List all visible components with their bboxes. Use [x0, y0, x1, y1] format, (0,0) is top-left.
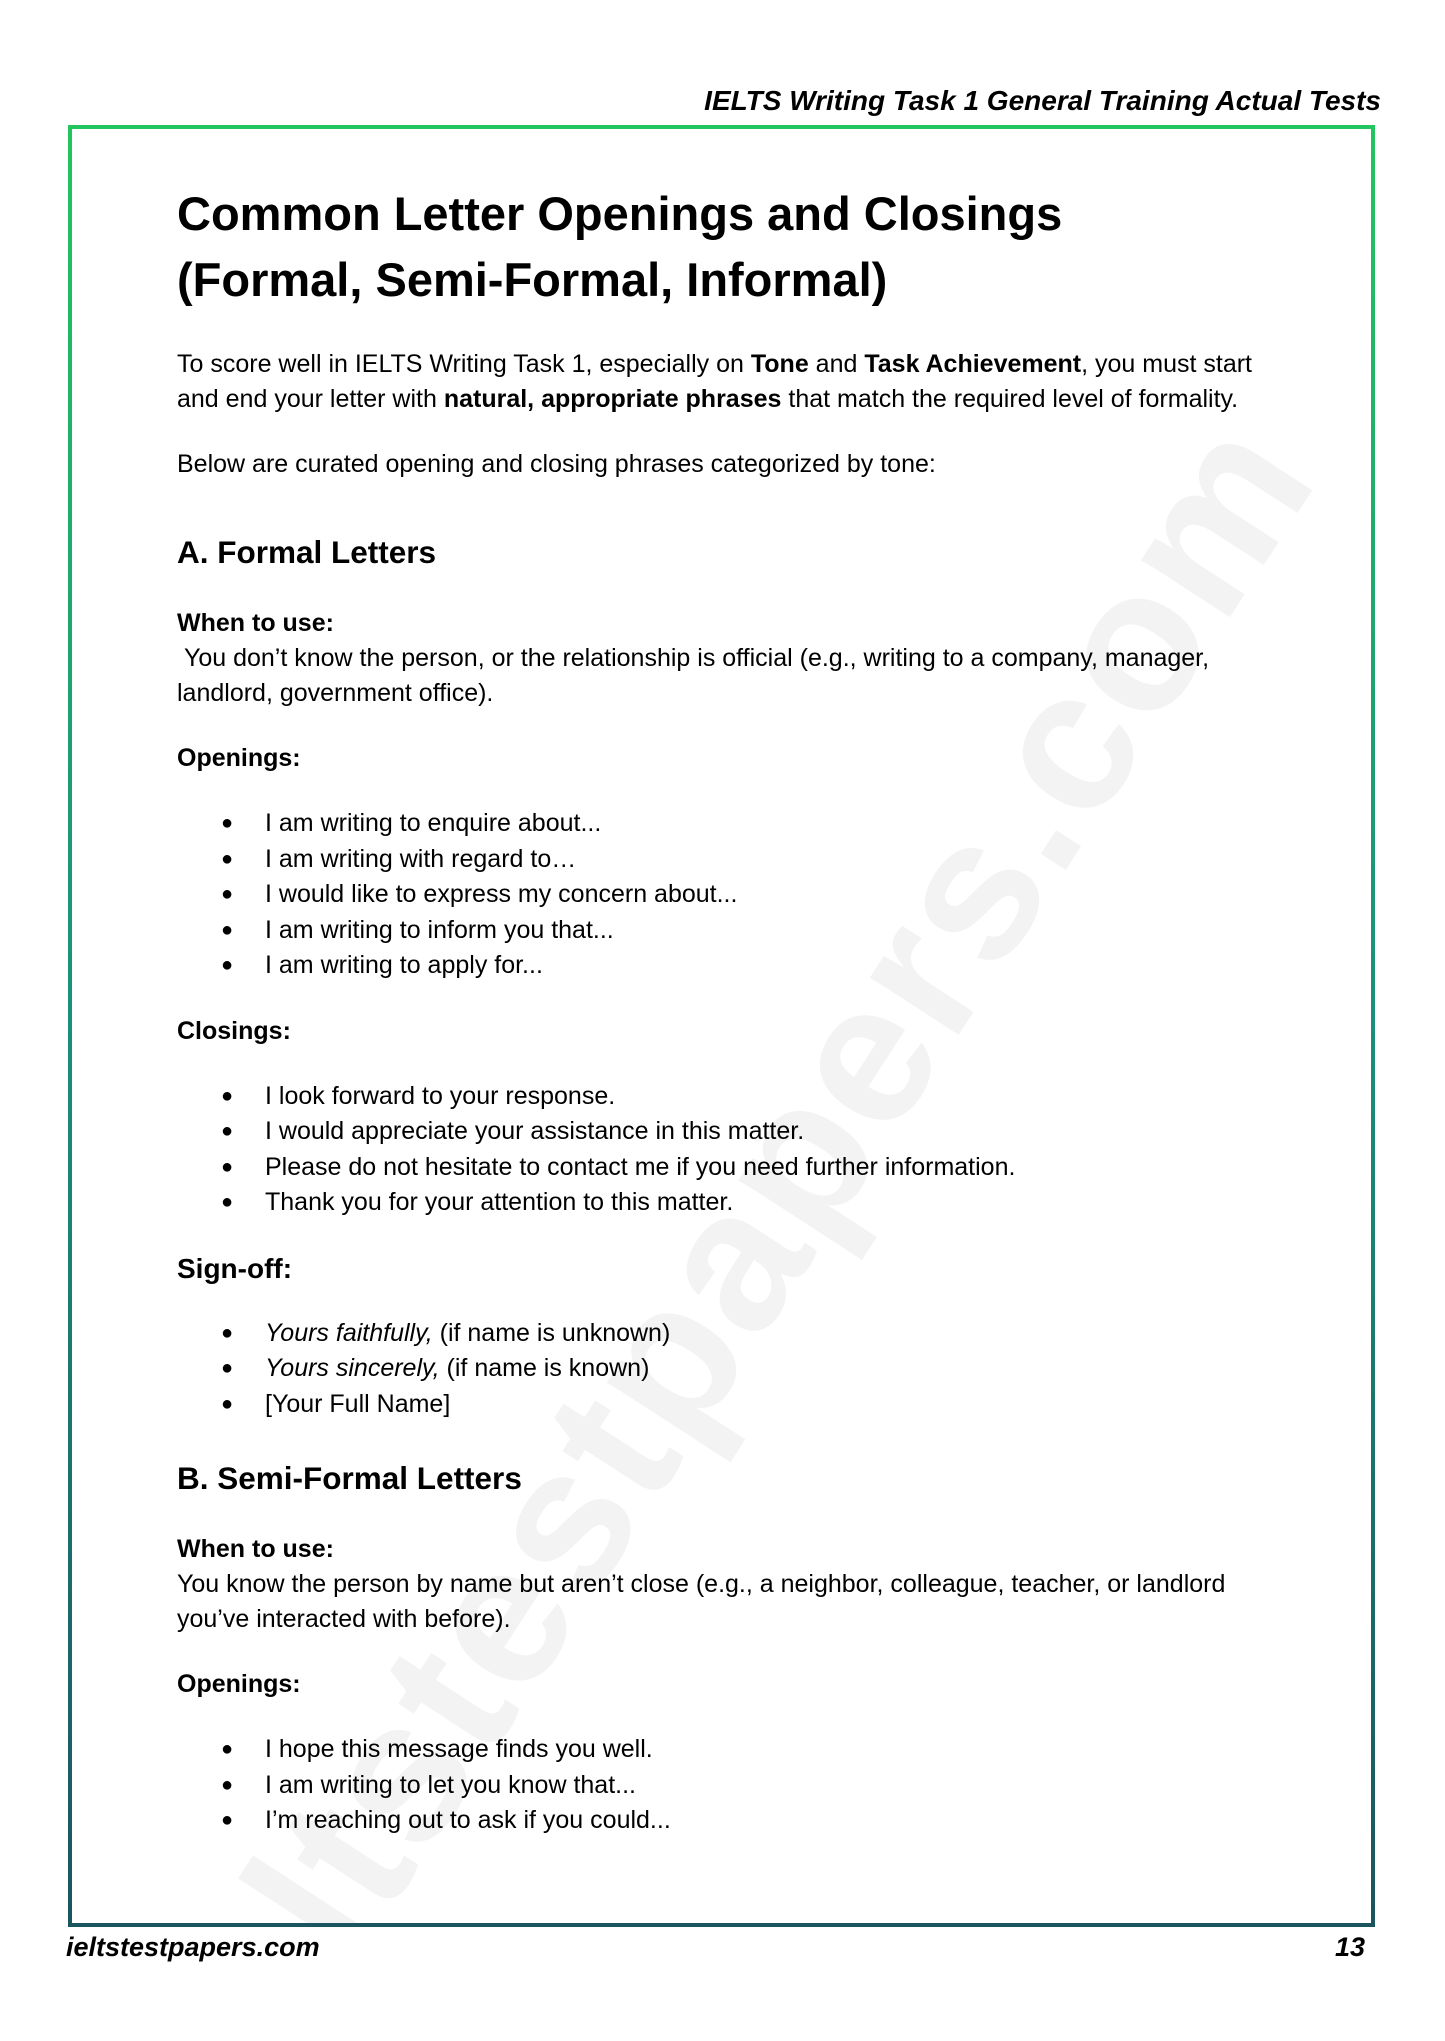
list-item-text: I would like to express my concern about...	[265, 880, 738, 908]
bullet-icon: ●	[221, 1357, 234, 1379]
list-item	[177, 1387, 1287, 1423]
bullet-icon: ●	[221, 847, 234, 870]
title-line-1: Common Letter Openings and Closings	[177, 187, 1063, 240]
list-item	[177, 1768, 1287, 1804]
semi-formal-openings-list	[177, 1732, 1287, 1839]
bullet-icon: ●	[221, 883, 234, 905]
signoff-note: (if name is unknown)	[432, 1318, 671, 1347]
page-frame	[68, 125, 1375, 1927]
formal-closings-label: Closings:	[177, 1016, 291, 1045]
section-heading-semi-formal: B. Semi-Formal Letters	[177, 1460, 522, 1496]
list-item	[177, 948, 1287, 984]
intro-bold-task: Task Achievement	[864, 350, 1082, 378]
content	[177, 181, 1287, 1839]
list-item-text: I am writing with regard to…	[265, 844, 577, 873]
list-item	[177, 1732, 1287, 1768]
intro-part-2: and	[808, 350, 865, 378]
bullet-icon: ●	[221, 1084, 234, 1107]
signoff-phrase: Yours sincerely,	[265, 1354, 440, 1382]
list-item	[177, 1114, 1287, 1150]
signoff-note: (if name is known)	[439, 1354, 650, 1382]
formal-signoff-list	[177, 1316, 1287, 1423]
list-item-text: I am writing to inform you that...	[265, 915, 614, 944]
list-item	[177, 1351, 1287, 1387]
list-item	[177, 842, 1287, 878]
list-item-text: I am writing to let you know that...	[265, 1770, 636, 1799]
bullet-icon: ●	[221, 812, 234, 834]
running-header: IELTS Writing Task 1 General Training Actual Tests	[704, 85, 1381, 116]
bullet-icon: ●	[221, 1773, 234, 1796]
intro-bold-phrases: natural, appropriate phrases	[443, 385, 782, 413]
signoff-phrase: Yours faithfully,	[265, 1318, 433, 1347]
list-item-text: I am writing to enquire about...	[265, 809, 602, 837]
formal-openings-list	[177, 806, 1287, 984]
list-item-text: I would appreciate your assistance in this matter.	[265, 1117, 805, 1145]
intro-part-4: that match the required level of formality.	[781, 385, 1239, 413]
list-item-text: I hope this message finds you well.	[265, 1735, 653, 1763]
list-item	[177, 1185, 1287, 1221]
bullet-icon: ●	[221, 1155, 234, 1178]
intro-bold-tone: Tone	[750, 350, 809, 378]
bullet-icon: ●	[221, 1321, 234, 1344]
semi-formal-openings-label: Openings:	[177, 1670, 301, 1698]
bullet-icon: ●	[221, 1738, 234, 1760]
section-heading-formal: A. Formal Letters	[177, 534, 437, 570]
bullet-icon: ●	[221, 1809, 234, 1831]
list-item-text: Thank you for your attention to this matter.	[265, 1188, 734, 1216]
formal-signoff-label: Sign-off:	[177, 1252, 293, 1284]
semi-formal-when-text: You know the person by name but aren’t close (e.g., a neighbor, colleague, teacher, or landlord you’ve interacted with before).	[177, 1570, 1226, 1633]
formal-closings-list	[177, 1079, 1287, 1221]
list-item-text: I am writing to apply for...	[265, 951, 543, 979]
formal-when-label: When to use:	[177, 609, 334, 637]
formal-openings-label: Openings:	[177, 744, 301, 772]
below-paragraph: Below are curated opening and closing phrases categorized by tone:	[177, 450, 936, 478]
bullet-icon: ●	[221, 1191, 234, 1213]
list-item	[177, 806, 1287, 842]
list-item	[177, 877, 1287, 913]
intro-part-3: , you must start and end your letter with	[177, 350, 1252, 413]
intro-part-1: To score well in IELTS Writing Task 1, especially on	[177, 350, 751, 378]
list-item-text: I’m reaching out to ask if you could...	[265, 1806, 671, 1834]
footer-site: ieltstestpapers.com	[66, 1932, 320, 1962]
list-item-text: Please do not hesitate to contact me if you need further information.	[265, 1152, 1016, 1181]
list-item	[177, 1316, 1287, 1352]
list-item	[177, 1150, 1287, 1186]
bullet-icon: ●	[221, 918, 234, 941]
bullet-icon: ●	[221, 1120, 234, 1142]
list-item	[177, 913, 1287, 949]
signoff-name-placeholder: [Your Full Name]	[265, 1389, 451, 1418]
list-item	[177, 1079, 1287, 1115]
page-title	[177, 181, 1287, 313]
formal-when-text: You don’t know the person, or the relationship is official (e.g., writing to a company, manager, landlord, government office).	[177, 644, 1217, 707]
semi-formal-when-label: When to use:	[177, 1535, 334, 1563]
list-item-text: I look forward to your response.	[265, 1081, 616, 1110]
list-item	[177, 1803, 1287, 1839]
bullet-icon: ●	[221, 954, 234, 976]
intro-paragraph	[177, 347, 1287, 417]
bullet-icon: ●	[221, 1392, 234, 1415]
title-line-2: (Formal, Semi-Formal, Informal)	[177, 253, 888, 306]
page-number: 13	[1334, 1932, 1365, 1962]
